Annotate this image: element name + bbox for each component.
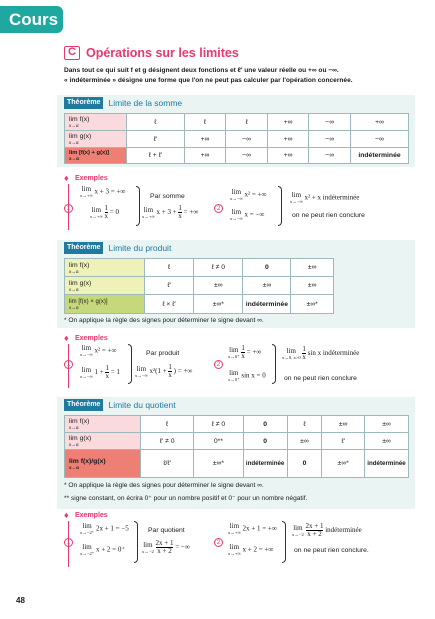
ex2-b-result: lim x→0, x>0 $\frac{1}{x}$ sin x indéterminée [282, 345, 360, 361]
ex1-a-result: lim x→+∞ x + 3 + $\frac{1}{x}$ = +∞ [142, 204, 199, 220]
table-row [65, 259, 334, 277]
example-number: 1 [64, 204, 73, 213]
pin-icon: ♦ [64, 173, 69, 183]
table-cell: 0 [287, 450, 322, 478]
quotient-table [64, 415, 409, 478]
table-row [65, 114, 409, 131]
row-head: lim g(x) x→α [65, 433, 141, 450]
intro-text [64, 66, 409, 86]
theorem-title: Limite du produit [108, 243, 172, 253]
table-cell: ±∞ [365, 433, 409, 450]
cours-banner [0, 6, 63, 33]
table-cell: −∞ [351, 131, 409, 148]
theorem-badge: Théorème [64, 399, 103, 411]
table-cell: indéterminée [243, 450, 287, 478]
table-cell: indéterminée [365, 450, 409, 478]
table-cell: ±∞* [194, 450, 243, 478]
ex2-b-conclusion: on ne peut rien conclure [284, 375, 357, 382]
table-cell: −∞ [309, 114, 351, 131]
table-cell: indéterminée [351, 148, 409, 164]
table-cell: ℓ ≠ 0 [194, 416, 243, 433]
ex3-a-result: lim x→−2 $\frac{2x + 1}{x + 2}$ = −∞ [142, 539, 190, 555]
ex3-a-line2: lim x→−2⁺ x + 2 = 0⁺ [80, 543, 126, 556]
ex1-b-conclusion: on ne peut rien conclure [292, 212, 365, 219]
table-cell: ±∞ [365, 416, 409, 433]
ex3-a-line1: lim x→−2⁺ 2x + 1 = −5 [80, 522, 129, 535]
table-cell: +∞ [351, 114, 409, 131]
row-head: lim [f(x) × g(x)] x→α [65, 295, 145, 314]
examples-label: Exemples [75, 335, 108, 342]
example-number: 1 [64, 360, 73, 369]
section-heading [64, 46, 239, 60]
table-cell: −∞ [226, 131, 268, 148]
ex1-a-rule-text: Par somme [150, 193, 185, 200]
table-cell: ℓ′ [127, 131, 185, 148]
table-cell: ±∞ [322, 416, 365, 433]
ex2-a-rule-text: Par produit [146, 350, 180, 357]
table-cell: 0 [243, 433, 287, 450]
product-theorem-heading [64, 242, 171, 254]
table-cell: ℓ/ℓ′ [141, 450, 194, 478]
brace [282, 521, 286, 563]
ex2-b-line1: lim x→0⁺ $\frac{1}{x}$ = +∞ [228, 344, 262, 360]
row-head: lim f(x) x→α [65, 259, 145, 277]
table-cell: ℓ [184, 114, 226, 131]
row-head: lim g(x) x→α [65, 277, 145, 295]
ex3-b-line2: lim x→+∞ x + 2 = +∞ [228, 543, 274, 556]
table-row [65, 433, 409, 450]
table-cell: ℓ × ℓ′ [145, 295, 194, 314]
table-cell: −∞ [309, 131, 351, 148]
quotient-theorem-heading [64, 399, 176, 411]
example-number: 2 [214, 538, 223, 547]
examples-label: Exemples [75, 512, 108, 519]
section-title: Opérations sur les limites [86, 46, 239, 60]
table-cell: ℓ + ℓ′ [127, 148, 185, 164]
table-cell: ±∞ [287, 433, 322, 450]
example-number: 1 [64, 538, 73, 547]
table-row [65, 277, 334, 295]
banner-label: Cours [9, 10, 59, 29]
examples-label: Exemples [75, 175, 108, 182]
ex1-a-line2: lim x→+∞ $\frac{1}{x}$ = 0 [90, 204, 119, 220]
product-note: * On applique la règle des signes pour déterminer le signe devant ∞. [64, 317, 264, 324]
table-row [65, 416, 409, 433]
section-badge: C [64, 46, 80, 60]
table-cell: 0 [243, 259, 291, 277]
row-head: lim [f(x) + g(x)] x→α [65, 148, 127, 164]
table-cell: 0** [194, 433, 243, 450]
examples-heading [64, 511, 108, 520]
ex2-a-result: lim x→−∞ x²(1 + $\frac{1}{x}$ ) = +∞ [135, 363, 193, 379]
table-cell: ±∞ [291, 259, 334, 277]
ex3-b-line1: lim x→+∞ 2x + 1 = +∞ [228, 522, 277, 535]
table-cell: ℓ [226, 114, 268, 131]
ex3-b-conclusion: on ne peut rien conclure. [294, 547, 369, 554]
quotient-note-2: ** signe constant, on écrira 0⁺ pour un nombre positif et 0⁻ pour un nombre négatif. [64, 495, 308, 502]
examples-heading [64, 334, 108, 343]
intro-line-1: Dans tout ce qui suit f et g désignent deux fonctions et ℓ′ une valeur réelle ou +∞ ou −∞. [64, 67, 339, 74]
ex1-a-line1: lim x→+∞ x + 3 = +∞ [80, 185, 126, 198]
table-cell: ℓ [141, 416, 194, 433]
table-cell: +∞ [267, 148, 309, 164]
table-cell: +∞ [267, 131, 309, 148]
table-cell: ±∞ [291, 277, 334, 295]
table-cell: ±∞* [291, 295, 334, 314]
table-cell: ±∞ [194, 277, 243, 295]
table-cell: ℓ [287, 416, 322, 433]
quotient-note-1: * On applique la règle des signes pour déterminer le signe devant ∞. [64, 482, 264, 489]
ex2-a-line2: lim x→−∞ 1 + $\frac{1}{x}$ = 1 [80, 364, 120, 380]
theorem-title: Limite du quotient [108, 400, 176, 410]
table-cell: ℓ′ ≠ 0 [141, 433, 194, 450]
table-cell: +∞ [184, 148, 226, 164]
ex3-b-result: lim x→−2 $\frac{2x + 1}{x + 2}$ indéterminée [292, 522, 362, 538]
table-cell: +∞ [184, 131, 226, 148]
examples-heading [64, 174, 108, 183]
brace [278, 186, 282, 226]
table-cell: +∞ [267, 114, 309, 131]
table-cell: ±∞ [243, 277, 291, 295]
brace [272, 344, 276, 384]
sum-table [64, 113, 409, 164]
brace [134, 521, 138, 563]
product-table [64, 258, 334, 314]
table-cell: ℓ [127, 114, 185, 131]
table-cell: ℓ ≠ 0 [194, 259, 243, 277]
ex1-b-line2: lim x→−∞ x = −∞ [230, 208, 265, 221]
table-row [65, 131, 409, 148]
table-cell: indéterminée [243, 295, 291, 314]
table-cell: ℓ [145, 259, 194, 277]
intro-line-2: « indéterminée » désigne une forme que l'on ne peut pas calculer par l'opération concernée. [64, 77, 353, 84]
ex3-a-rule-text: Par quotient [148, 527, 185, 534]
pin-icon: ♦ [64, 333, 69, 343]
theorem-badge: Théorème [64, 97, 103, 109]
table-row [65, 295, 334, 314]
table-cell: ℓ′ [145, 277, 194, 295]
table-cell: 0 [243, 416, 287, 433]
page-number: 48 [16, 596, 25, 605]
table-cell: ±∞* [322, 450, 365, 478]
table-row [65, 450, 409, 478]
row-head: lim f(x)/g(x) x→α [65, 450, 141, 478]
table-row [65, 148, 409, 164]
row-head: lim f(x) x→α [65, 416, 141, 433]
pin-icon: ♦ [64, 510, 69, 520]
sum-theorem-heading [64, 97, 182, 109]
ex1-b-line1: lim x→−∞ x² = +∞ [230, 188, 267, 201]
example-number: 2 [214, 204, 223, 213]
ex2-b-line2: lim x→0⁺ sin x = 0 [228, 369, 266, 382]
row-head: lim g(x) x→α [65, 131, 127, 148]
brace [128, 344, 132, 384]
theorem-title: Limite de la somme [108, 98, 183, 108]
brace [136, 186, 140, 226]
theorem-badge: Théorème [64, 242, 103, 254]
ex1-b-result: lim x→−∞ x² + x indéterminée [290, 191, 360, 204]
table-cell: ±∞* [194, 295, 243, 314]
row-head: lim f(x) x→α [65, 114, 127, 131]
example-number: 2 [214, 360, 223, 369]
table-cell: ℓ′ [322, 433, 365, 450]
table-cell: −∞ [226, 148, 268, 164]
table-cell: −∞ [309, 148, 351, 164]
ex2-a-line1: lim x→−∞ x² = +∞ [80, 344, 117, 357]
